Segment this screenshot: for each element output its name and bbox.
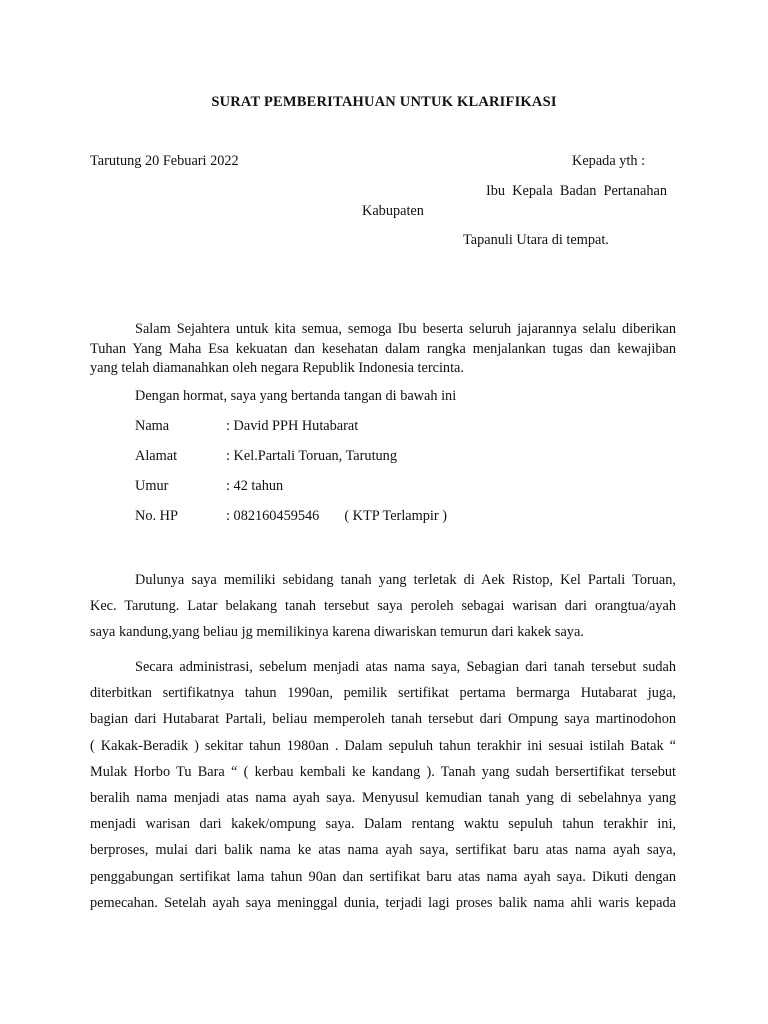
greeting-line: Salam Sejahtera untuk kita semua, semoga Ibu beserta seluruh jajarannya selalu diberikan	[135, 321, 676, 337]
recipient-line-1: Ibu Kepala Badan Pertanahan	[486, 183, 668, 199]
paragraph-line: saya kandung,yang beliau jg memilikinya karena diwariskan temurun dari kakek saya.	[90, 624, 584, 640]
greeting-line: yang telah diamanahkan oleh negara Republik Indonesia tercinta.	[90, 360, 464, 376]
paragraph-line: berproses, mulai dari balik nama ke atas nama ayah saya, sertifikat baru atas nama ayah saya,	[90, 842, 676, 859]
field-label-umur: Umur	[135, 478, 169, 494]
paragraph-line: Dulunya saya memiliki sebidang tanah yang terletak di Aek Ristop, Kel Partali Toruan,	[135, 572, 676, 588]
field-value-umur: : 42 tahun	[226, 478, 284, 494]
place-date: Tarutung 20 Febuari 2022	[90, 153, 239, 169]
paragraph-line: beralih nama menjadi atas nama ayah saya. Menyusul kemudian tanah yang di sebelahnya yang	[90, 790, 676, 807]
field-value-alamat: : Kel.Partali Toruan, Tarutung	[226, 448, 397, 464]
paragraph-2	[90, 654, 676, 916]
paragraph-line: Kec. Tarutung. Latar belakang tanah tersebut saya peroleh sebagai warisan dari orangtua/ayah	[90, 598, 676, 614]
paragraph-line: bagian dari Hutabarat Partali, beliau memperoleh tanah tersebut dari Ompung saya martinodohon	[90, 711, 676, 728]
paragraph-line: menjadi warisan dari kakek/ompung saya. Dalam rentang waktu sepuluh tahun terakhir ini,	[90, 816, 676, 833]
greeting-paragraph	[90, 320, 676, 379]
field-value-hp: : 082160459546 ( KTP Terlampir )	[226, 508, 447, 524]
paragraph-line: ( Kakak-Beradik ) sekitar tahun 1980an . Dalam sepuluh tahun terakhir ini sesuai istilah Batak “	[90, 737, 676, 754]
field-label-hp: No. HP	[135, 508, 178, 524]
field-value-nama: : David PPH Hutabarat	[226, 418, 359, 434]
recipient-line-2: Kabupaten	[362, 203, 424, 219]
intro-line: Dengan hormat, saya yang bertanda tangan di bawah ini	[135, 388, 457, 404]
recipient-to-label: Kepada yth :	[572, 153, 646, 169]
recipient-line-3: Tapanuli Utara di tempat.	[463, 232, 609, 248]
paragraph-line: pemecahan. Setelah ayah saya meninggal dunia, terjadi lagi proses balik nama ahli waris kepada	[90, 894, 676, 911]
paragraph-1	[90, 567, 676, 645]
paragraph-line: diterbitkan sertifikatnya tahun 1990an, pemilik sertifikat pertama bermarga Hutabarat juga,	[90, 685, 676, 702]
paragraph-line: Mulak Horbo Tu Bara “ ( kerbau kembali ke kandang ). Tanah yang sudah bersertifikat tersebut	[90, 763, 676, 780]
paragraph-line: penggabungan sertifikat lama tahun 90an dan sertifikat baru atas nama ayah saya. Dikuti dengan	[90, 868, 676, 885]
letter-title: SURAT PEMBERITAHUAN UNTUK KLARIFIKASI	[211, 94, 557, 110]
paragraph-line: Secara administrasi, sebelum menjadi atas nama saya, Sebagian dari tanah tersebut sudah	[135, 659, 676, 675]
field-label-nama: Nama	[135, 418, 170, 434]
greeting-line: Tuhan Yang Maha Esa kekuatan dan kesehatan dalam rangka menjalankan tugas dan kewajiban	[90, 340, 676, 357]
field-label-alamat: Alamat	[135, 448, 178, 464]
